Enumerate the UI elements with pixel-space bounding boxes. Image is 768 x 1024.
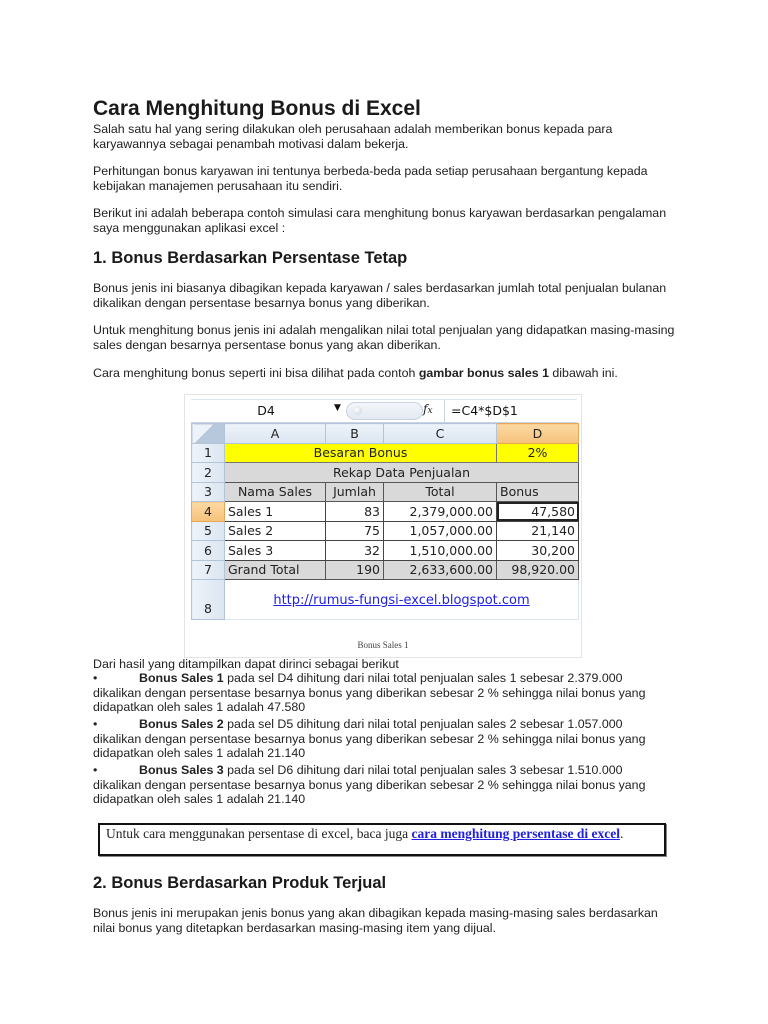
ref-prefix: Cara menghitung bonus seperti ini bisa dilihat pada contoh [93,366,419,380]
row-header: 2 [192,463,225,483]
cell: 75 [326,521,384,541]
header-cell: Jumlah [326,482,384,502]
list-item [93,717,683,761]
table-row [192,443,579,463]
table-row [192,521,579,541]
bullet-text: dikalikan dengan persentase besarnya bonus yang diberikan sebesar 2 % sehingga nilai bonus yang didapatkan oleh sales 1 adalah 21.140 [93,731,646,760]
link-cell [225,580,579,620]
cell: 30,200 [497,541,579,561]
header-cell: Bonus [497,482,579,502]
row-header: 4 [192,502,225,522]
cell: 2,379,000.00 [384,502,497,522]
table-row [192,541,579,561]
section-heading-2: 2. Bonus Berdasarkan Produk Terjual [93,874,387,892]
cell: 190 [326,560,384,580]
cell: 1,057,000.00 [384,521,497,541]
fx-icon: fx [423,402,433,416]
row-header: 8 [192,580,225,620]
bullet-icon: • [93,717,98,731]
cell: Sales 1 [225,502,326,522]
formula-text: =C4*$D$1 [451,403,518,418]
cell: 98,920.00 [497,560,579,580]
table-header-row [192,482,579,502]
section2-paragraph: Bonus jenis ini merupakan jenis bonus yang akan dibagikan kepada masing-masing sales berdasarkan nilai bonus yang ditetapkan berdasarkan masing-masing item yang dijual. [93,906,658,935]
intro-paragraph: Perhitungan bonus karyawan ini tentunya berbeda-beda pada setiap perusahaan bergantung kepada kebijakan manajemen perusahaan itu sendiri. [93,164,648,193]
cell: Sales 2 [225,521,326,541]
row-header: 5 [192,521,225,541]
table-row [192,463,579,483]
bullet-text: pada sel D4 dihitung dari nilai total penjualan sales 1 sebesar 2.379.000 [223,671,623,685]
section1-paragraph: Untuk menghitung bonus jenis ini adalah mengalikan nilai total penjualan yang didapatkan masing-masing sales dengan besarnya persentase bonus yang akan diberikan. [93,323,675,352]
formula-bar [191,399,577,423]
active-cell: 47,580 [497,502,579,522]
row-header: 3 [192,482,225,502]
bullet-text: dikalikan dengan persentase besarnya bonus yang diberikan sebesar 2 % sehingga nilai bonus yang didapatkan oleh sales 1 adalah 21.140 [93,777,646,806]
blog-link[interactable]: http://rumus-fungsi-excel.blogspot.com [273,592,530,608]
bullet-icon: • [93,671,98,685]
cell: Sales 3 [225,541,326,561]
cell: Grand Total [225,560,326,580]
callout-suffix: . [619,826,624,841]
figure-reference [93,366,683,381]
formula-bar-divider-icon [346,402,423,420]
header-cell: Nama Sales [225,482,326,502]
bullet-title: Bonus Sales 1 [139,671,224,685]
bullet-text: dikalikan dengan persentase besarnya bonus yang diberikan sebesar 2 % sehingga nilai bonus yang didapatkan oleh sales 1 adalah 47.580 [93,685,646,714]
column-header: C [384,424,497,444]
ref-suffix: dibawah ini. [548,366,618,380]
dropdown-arrow-icon: ▼ [334,403,341,413]
table-row [192,580,579,620]
cell: 1,510,000.00 [384,541,497,561]
ref-bold: gambar bonus sales 1 [418,366,549,380]
table-row [192,502,579,522]
row-header: 7 [192,560,225,580]
header-cell: Total [384,482,497,502]
bullet-icon: • [93,763,98,777]
bullet-title: Bonus Sales 2 [139,717,224,731]
column-header: B [326,424,384,444]
bullet-text: pada sel D6 dihitung dari nilai total penjualan sales 3 sebesar 1.510.000 [223,763,623,777]
section-heading-1: 1. Bonus Berdasarkan Persentase Tetap [93,249,408,267]
cell: 21,140 [497,521,579,541]
section1-paragraph: Bonus jenis ini biasanya dibagikan kepada karyawan / sales berdasarkan jumlah total penjualan bulanan dikalikan dengan persentase besarnya bonus yang diberikan. [93,281,667,310]
figure-caption: Bonus Sales 1 [357,640,409,650]
column-header: A [225,424,326,444]
cell: 32 [326,541,384,561]
cell-bonus-label: Besaran Bonus [225,443,497,463]
column-header: D [497,424,579,444]
list-item [93,671,683,715]
page-title: Cara Menghitung Bonus di Excel [93,97,421,120]
intro-paragraph: Salah satu hal yang sering dilakukan oleh perusahaan adalah memberikan bonus kepada para karyawannya sebagai penambah motivasi dalam bekerja. [93,122,613,151]
list-item [93,763,683,807]
bullet-text: pada sel D5 dihitung dari nilai total penjualan sales 2 sebesar 1.057.000 [223,717,623,731]
cell: 83 [326,502,384,522]
read-also-callout [98,823,666,856]
name-box: D4 [257,403,275,418]
select-all-corner [192,424,225,444]
column-header-row [192,424,579,444]
row-header: 6 [192,541,225,561]
excel-figure [184,394,582,658]
spreadsheet-grid [191,423,579,620]
details-intro: Dari hasil yang ditampilkan dapat dirinci sebagai berikut [93,657,399,671]
cell-title: Rekap Data Penjualan [225,463,579,483]
bullet-title: Bonus Sales 3 [139,763,224,777]
callout-text: Untuk cara menggunakan persentase di excel, baca juga [106,826,412,841]
cell-bonus-rate: 2% [497,443,579,463]
cell: 2,633,600.00 [384,560,497,580]
percentage-article-link[interactable]: cara menghitung persentase di excel [411,826,620,841]
total-row [192,560,579,580]
row-header: 1 [192,443,225,463]
intro-paragraph: Berikut ini adalah beberapa contoh simulasi cara menghitung bonus karyawan berdasarkan pengalaman saya menggunakan aplikasi excel : [93,206,667,235]
